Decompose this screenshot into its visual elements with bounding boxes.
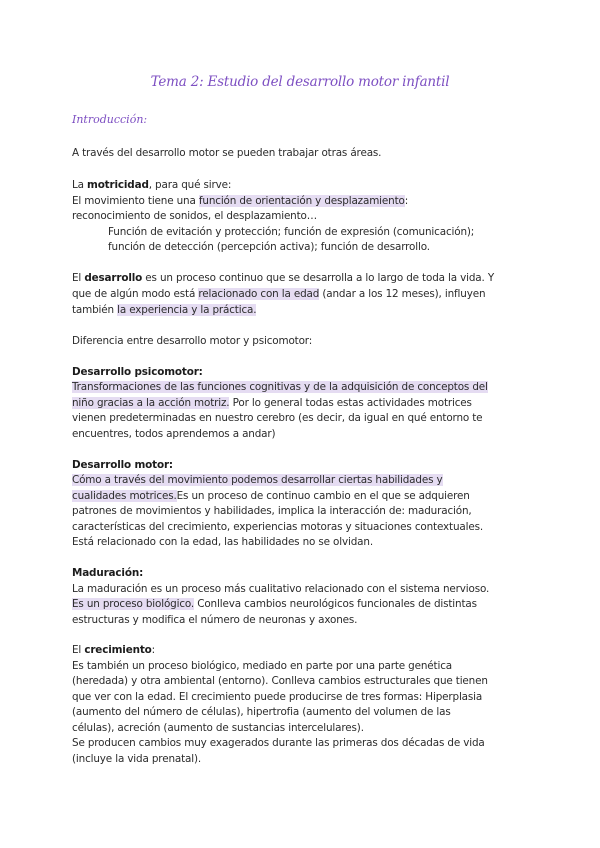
motricidad-line-4: Función de evitación y protección; función de expresión (comunicación); [108, 226, 475, 238]
highlight: niño gracias a la acción motriz. [72, 397, 230, 409]
crecimiento-line-7: (incluye la vida prenatal). [72, 753, 202, 765]
motricidad-line-3: reconocimiento de sonidos, el desplazamiento… [72, 210, 317, 222]
intro-paragraph: A través del desarrollo motor se pueden trabajar otras áreas. [72, 147, 382, 159]
desarrollo-line-1: El desarrollo es un proceso continuo que se desarrolla a lo largo de toda la vida. Y [72, 272, 495, 284]
psicomotor-line-2: niño gracias a la acción motriz. Por lo general todas estas actividades motrices [72, 397, 472, 409]
diferencia-line: Diferencia entre desarrollo motor y psicomotor: [72, 335, 313, 347]
highlight: cualidades motrices. [72, 490, 177, 502]
page-title: Tema 2: Estudio del desarrollo motor infantil [150, 74, 450, 90]
crecimiento-line-3: que ver con la edad. El crecimiento puede producirse de tres formas: Hiperplasia [72, 691, 483, 703]
highlight: Es un proceso biológico. [72, 598, 195, 610]
highlight: la experiencia y la práctica. [117, 304, 257, 316]
desarrollo-line-3: también la experiencia y la práctica. [72, 304, 257, 316]
introduccion-heading: Introducción: [72, 113, 148, 126]
motricidad-line-5: función de detección (percepción activa); función de desarrollo. [108, 241, 430, 253]
crecimiento-line-4: (aumento del número de células), hipertrofia (aumento del volumen de las [72, 706, 451, 718]
highlight: Transformaciones de las funciones cognitivas y de la adquisición de conceptos del [72, 381, 488, 393]
motricidad-line-1: La motricidad, para qué sirve: [72, 179, 232, 191]
motor-line-1 [72, 472, 443, 488]
motor-line-4: características del crecimiento, experiencias motoras y situaciones contextuales. [72, 521, 484, 533]
maduracion-line-1: La maduración es un proceso más cualitativo relacionado con el sistema nervioso. [72, 583, 490, 595]
maduracion-line-2: Es un proceso biológico. Conlleva cambios neurológicos funcionales de distintas [72, 598, 477, 610]
maduracion-heading: Maduración: [72, 567, 144, 579]
psicomotor-line-4: encuentres, todos aprendemos a andar) [72, 428, 276, 440]
highlight: función de orientación y desplazamiento [198, 195, 405, 207]
motor-line-5: Está relacionado con la edad, las habilidades no se olvidan. [72, 536, 373, 548]
motor-heading: Desarrollo motor: [72, 459, 173, 471]
maduracion-line-3: estructuras y modifica el número de neuronas y axones. [72, 614, 358, 626]
motricidad-line-2: El movimiento tiene una función de orientación y desplazamiento: [72, 195, 409, 207]
motor-line-3: patrones de movimientos y habilidades, implica la interacción de: maduración, [72, 505, 472, 517]
crecimiento-line-6: Se producen cambios muy exagerados durante las primeras dos décadas de vida [72, 737, 485, 749]
highlight: Cómo a través del movimiento podemos desarrollar ciertas habilidades y [72, 474, 443, 486]
desarrollo-line-2: que de algún modo está relacionado con la edad (andar a los 12 meses), influyen [72, 288, 486, 300]
psicomotor-heading: Desarrollo psicomotor: [72, 366, 203, 378]
highlight: relacionado con la edad [198, 288, 320, 300]
crecimiento-line-1: Es también un proceso biológico, mediado en parte por una parte genética [72, 660, 452, 672]
motor-line-2: cualidades motrices.Es un proceso de continuo cambio en el que se adquieren [72, 490, 470, 502]
crecimiento-heading: El crecimiento: [72, 644, 156, 656]
psicomotor-line-3: vienen predeterminadas en nuestro cerebro (es decir, da igual en qué entorno te [72, 412, 483, 424]
crecimiento-line-2: (heredada) y otra ambiental (entorno). Conlleva cambios estructurales que tienen [72, 675, 488, 687]
psicomotor-line-1 [72, 379, 488, 395]
crecimiento-line-5: células), acreción (aumento de sustancias intercelulares). [72, 722, 364, 734]
